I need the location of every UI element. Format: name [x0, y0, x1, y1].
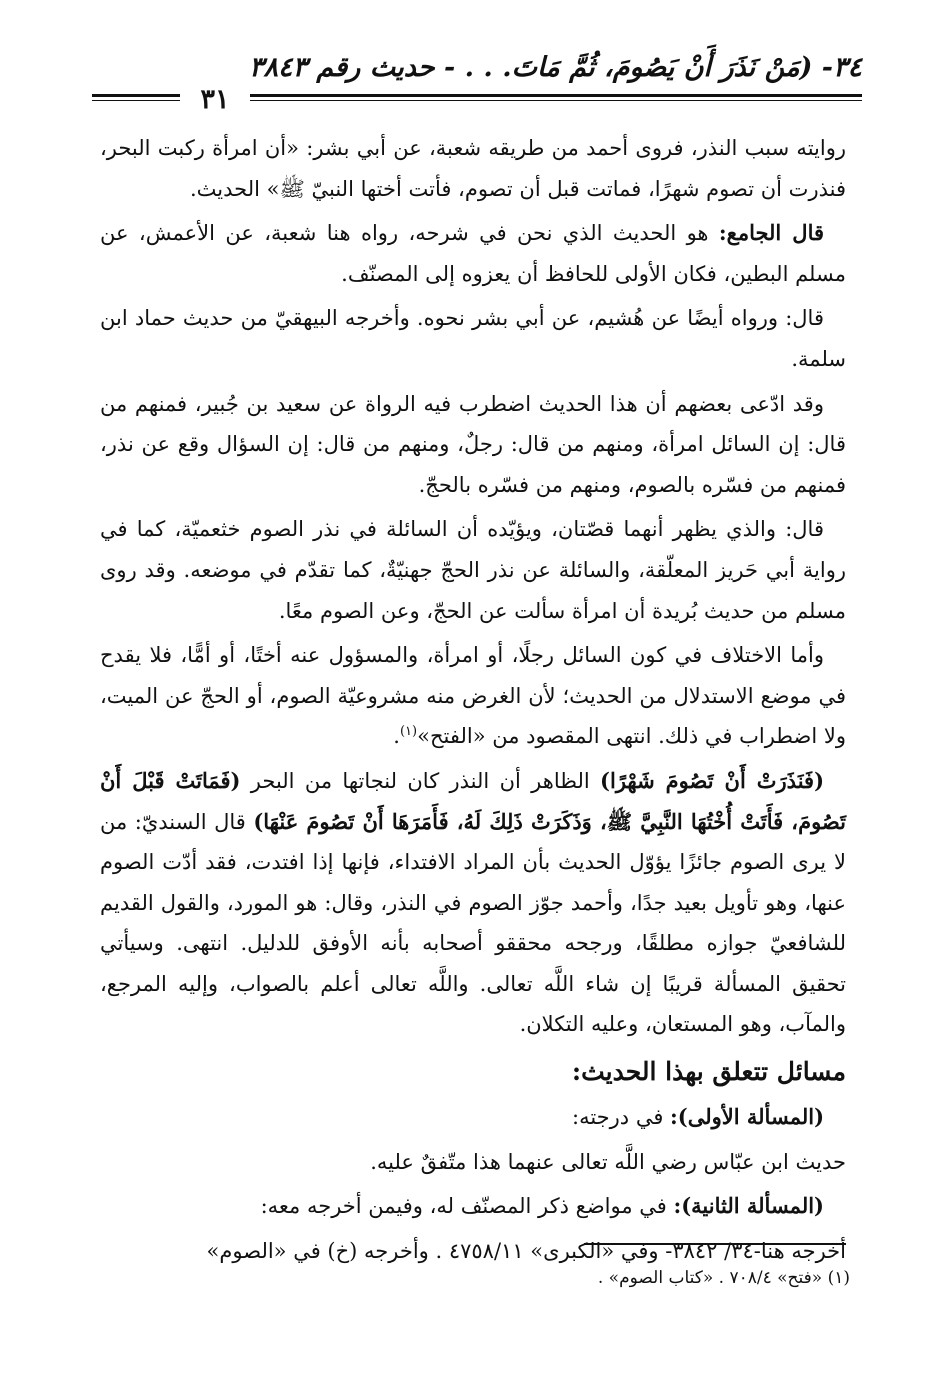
- paragraph-7-text-1: الظاهر أن النذر كان لنجاتها من البحر: [240, 768, 601, 793]
- main-text: [100, 128, 846, 1275]
- running-header-title: ٣٤- (مَنْ نَذَرَ أَنْ يَصُومَ، ثُمَّ مَاتَ. . . - حديث رقم ٣٨٤٣: [249, 52, 862, 83]
- paragraph-3: قال: ورواه أيضًا عن هُشيم، عن أبي بشر نحوه. وأخرجه البيهقيّ من حديث حماد ابن سلمة.: [100, 306, 846, 371]
- paragraph-6: وأما الاختلاف في كون السائل رجلًا، أو امرأة، والمسؤول عنه أختًا، أو أمًّا، فلا يقدح في موضع الاستدلال من الحديث؛ لأن الغرض منه مشروعيّة الصوم، أو الحجّ عن الميت، ولا اضطراب في ذلك. انتهى المقصود من «الفتح»$^{(١)}$.: [100, 643, 846, 749]
- hadith-quote-2: (فَمَاتَتْ قَبْلَ أَنْ تَصُومَ، فَأَتَتْ أُخْتُهَا النَّبِيَّ ﷺ، وَذَكَرَتْ ذَلِكَ لَهُ، فَأَمَرَهَا أَنْ تَصُومَ عَنْهَا): [100, 767, 846, 834]
- section-heading: مسائل تتعلق بهذا الحديث:: [571, 1057, 846, 1087]
- question-2-label: (المسألة الثانية):: [673, 1193, 824, 1219]
- paragraph-2: [100, 213, 846, 294]
- paragraph-5: قال: والذي يظهر أنهما قصّتان، ويؤيّده أن السائلة في نذر الصوم خثعميّة، كما في رواية أبي حَريز المعلّقة، والسائلة عن نذر الحجّ جهنيّةٌ، كما تقدّم في موضعه. وقد روى مسلم من حديث بُريدة أن امرأة سألت عن الحجّ، وعن الصوم معًا.: [100, 517, 846, 623]
- header-rule-short: [92, 94, 180, 101]
- question-1: [100, 1097, 846, 1138]
- paragraph-6-text: وأما الاختلاف في كون السائل رجلًا، أو امرأة، والمسؤول عنه أختًا، أو أمًّا، فلا يقدح في موضع الاستدلال من الحديث؛ لأن الغرض منه مشروعيّة الصوم، أو الحجّ عن الميت، ولا اضطراب في ذلك. انتهى المقصود من «الفتح»: [100, 643, 846, 749]
- paragraph-7-text-2: قال السنديّ: من لا يرى الصوم جائزًا يؤوّل الحديث بأن المراد الافتداء، فإنها إذا افتدت، فقد أدّت الصوم عنها، وهو تأويل بعيد جدًا، وأحمد جوّز الصوم في النذر، وقال: هو المورد، والقول القديم للشافعيّ جوازه مطلقًا، ورجحه محققو أصحابه بأنه الأوفق للدليل. انتهى. وسيأتي تحقيق المسألة قريبًا إن شاء اللَّه تعالى. واللَّه تعالى أعلم بالصواب، وإليه المرجع، والمآب، وهو المستعان، وعليه التكلان.: [100, 809, 846, 1037]
- question-1-title: في درجته:: [572, 1105, 671, 1130]
- paragraph-2-text: هو الحديث الذي نحن في شرحه، رواه هنا شعبة، عن الأعمش، عن مسلم البطين، فكان الأولى للحافظ أن يعزوه إلى المصنّف.: [100, 221, 846, 286]
- question-2: [100, 1186, 846, 1227]
- paragraph-1: روايته سبب النذر، فروى أحمد من طريقه شعبة، عن أبي بشر: «أن امرأة ركبت البحر، فنذرت أن تصوم شهرًا، فماتت قبل أن تصوم، فأتت أختها النبيّ ﷺ» الحديث.: [100, 136, 846, 201]
- question-1-text: حديث ابن عبّاس رضي اللَّه تعالى عنهما هذا متّفقٌ عليه.: [370, 1149, 846, 1174]
- paragraph-7: [100, 761, 846, 1045]
- question-2-text: أخرجه هنا-٣٤/ ٣٨٤٢- وفي «الكبرى» ٤٧٥٨/١١ . وأخرجه (خ) في «الصوم»: [206, 1238, 846, 1263]
- question-1-label: (المسألة الأولى):: [670, 1104, 824, 1130]
- page-number: ٣١: [200, 84, 230, 115]
- footnote-separator: [584, 1243, 846, 1245]
- footnote-reference: (١): [399, 724, 418, 740]
- hadith-quote-1: (فَنَذَرَتْ أَنْ تَصُومَ شَهْرًا): [600, 767, 825, 793]
- paragraph-2-lead: قال الجامع:: [718, 220, 824, 246]
- paragraph-4: وقد ادّعى بعضهم أن هذا الحديث اضطرب فيه الرواة عن سعيد بن جُبير، فمنهم من قال: إن السائل امرأة، ومنهم من قال: رجلٌ، ومنهم من قال: إن السؤال وقع عن نذر، فمنهم من فسّره بالصوم، ومنهم من فسّره بالحجّ.: [100, 391, 846, 497]
- header-rule-long: [250, 94, 862, 101]
- footnote: (١) «فتح» ٧٠٨/٤ . «كتاب الصوم» .: [597, 1268, 850, 1288]
- question-2-title: في مواضع ذكر المصنّف له، وفيمن أخرجه معه:: [260, 1194, 674, 1219]
